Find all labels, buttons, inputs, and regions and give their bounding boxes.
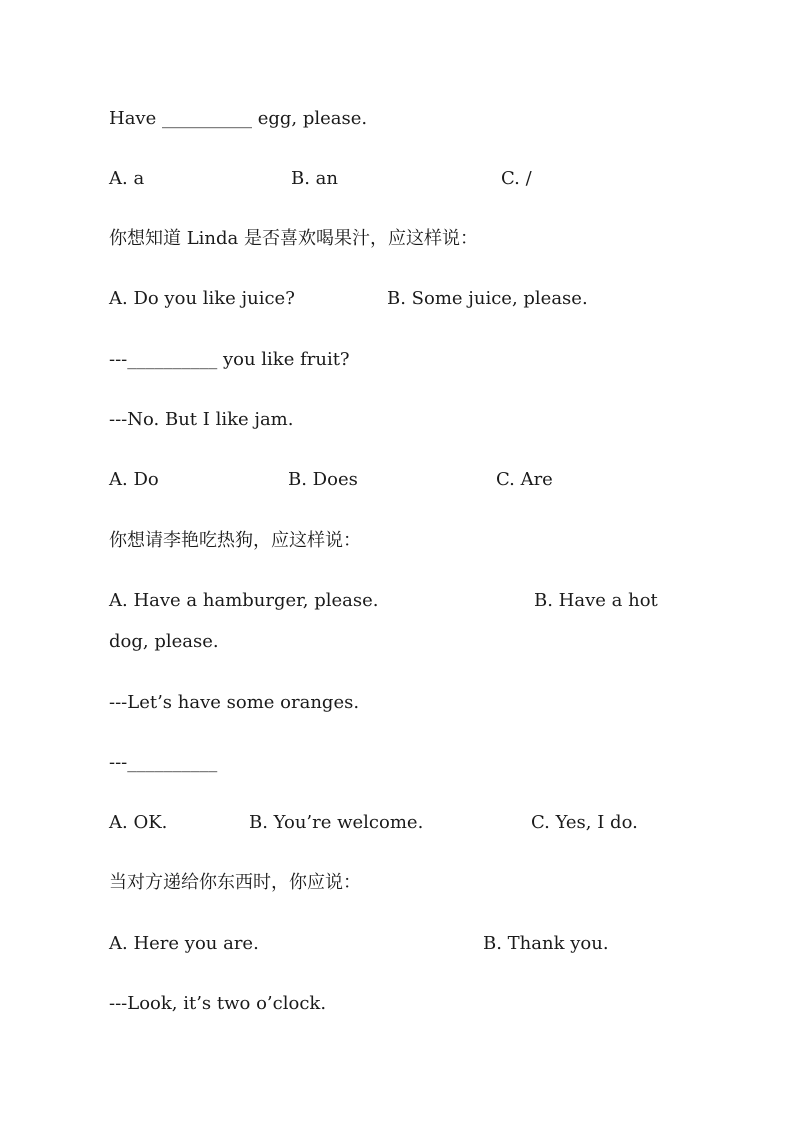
option-a: A. Do you like juice? [109,288,295,309]
dialogue-line: ---Look, it’s two o’clock. [109,993,327,1014]
option-b: B. an [291,168,338,189]
dialogue-line: ---__________ [109,752,218,773]
option-b: B. You’re welcome. [249,812,424,833]
option-c: C. Are [496,469,553,490]
question-text: 当对方递给你东西时，你应说： [109,872,361,893]
option-b-continued: dog, please. [109,631,219,652]
option-b: B. Thank you. [483,933,609,954]
dialogue-line: ---__________ you like fruit? [109,349,350,370]
option-a: A. Do [109,469,159,490]
option-c: C. Yes, I do. [531,812,638,833]
option-b: B. Have a hot [534,590,658,611]
question-text: Have __________ egg, please. [109,108,368,129]
option-a: A. Here you are. [109,933,259,954]
option-b: B. Some juice, please. [387,288,588,309]
option-b: B. Does [288,469,358,490]
option-a: A. a [109,168,145,189]
question-text: 你想请李艳吃热狗，应这样说： [109,530,361,551]
question-text: 你想知道 Linda 是否喜欢喝果汁，应这样说： [109,228,478,249]
dialogue-line: ---Let’s have some oranges. [109,692,360,713]
option-a: A. Have a hamburger, please. [109,590,379,611]
dialogue-line: ---No. But I like jam. [109,409,294,430]
option-a: A. OK. [109,812,168,833]
option-c: C. / [501,168,532,189]
